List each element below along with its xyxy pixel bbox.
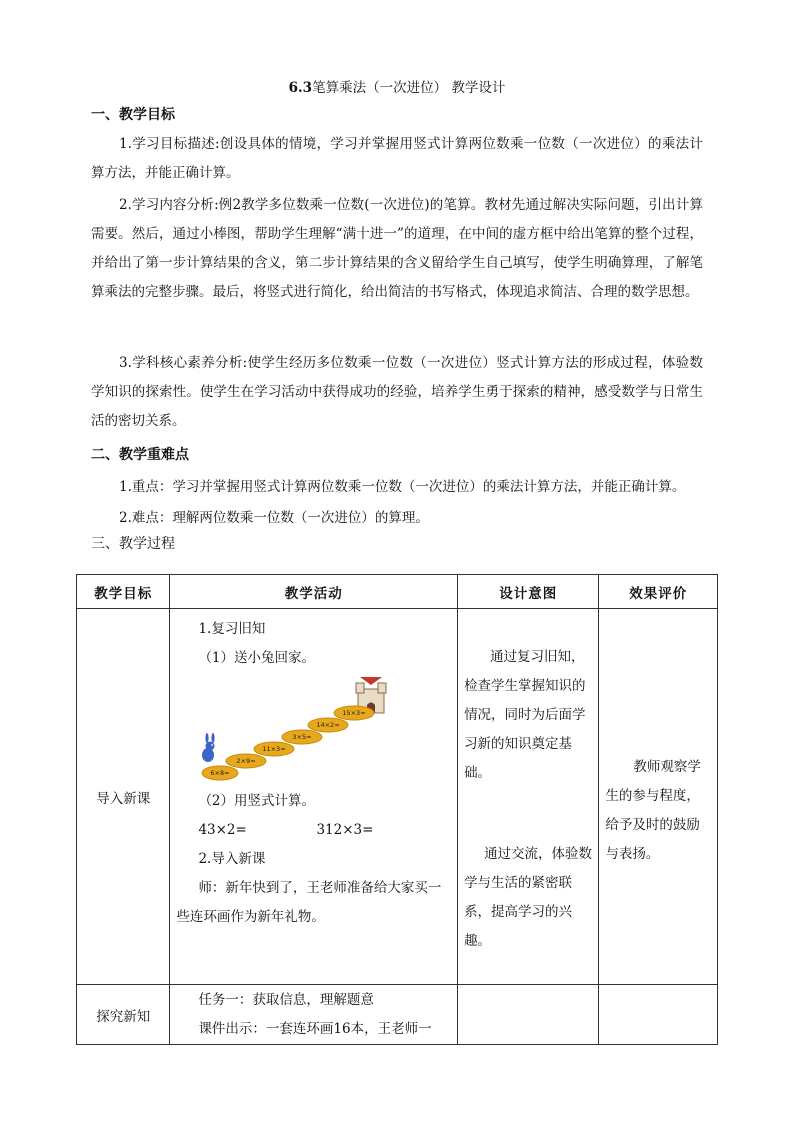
stone-label: 11×3= <box>262 745 287 753</box>
page-title: 6.3笔算乘法（一次进位） 教学设计 <box>288 80 506 96</box>
activity-line: （2）用竖式计算。 <box>198 793 316 809</box>
header-activity: 教学活动 <box>170 575 458 609</box>
design-cell <box>458 985 599 1045</box>
section-heading-key-points: 二、教学重难点 <box>91 447 189 463</box>
table-row <box>77 985 718 1045</box>
evaluation-cell <box>599 985 718 1045</box>
rabbit-icon <box>202 733 215 762</box>
header-goal: 教学目标 <box>77 575 170 609</box>
stone-label: 3×5= <box>292 733 313 741</box>
design-intent-2: 通过交流，体验数学与生活的紧密联系，提高学习的兴趣。 <box>464 846 593 949</box>
activity-line: 2.导入新课 <box>198 851 266 867</box>
goal-cell: 导入新课 <box>77 609 170 985</box>
header-design: 设计意图 <box>458 575 599 609</box>
activity-line: 任务一：获取信息，理解题意 <box>198 992 374 1008</box>
activity-line: 课件出示：一套连环画16本，王老师一 <box>198 1021 432 1037</box>
evaluation-cell <box>599 609 718 985</box>
activity-cell <box>170 609 458 985</box>
objective-paragraph-2: 2.学习内容分析:例2教学多位数乘一位数(一次进位)的笔算。教材先通过解决实际问题，引出计算需要。然后，通过小棒图，帮助学生理解“满十进一”的道理，在中间的虚方框中给出笔算的整个过程，并给出了第一步计算结果的含义，第二步计算结果的含义留给学生自己填写，使学生明确算理，了解笔算乘法的完整步骤。最后，将竖式进行简化，给出简洁的书写格式，体现追求简洁、合理的数学思想。 <box>91 197 703 300</box>
activity-line: 1.复习旧知 <box>198 621 266 637</box>
key-point-2: 2.难点：理解两位数乘一位数（一次进位）的算理。 <box>119 510 429 526</box>
stone-label: 14×2= <box>316 721 341 729</box>
objective-paragraph-3: 3.学科核心素养分析:使学生经历多位数乘一位数（一次进位）竖式计算方法的形成过程，体验数学知识的探索性。使学生在学习活动中获得成功的经验，培养学生勇于探索的精神，感受数学与日常生活的密切关系。 <box>91 355 703 429</box>
activity-line: （1）送小兔回家。 <box>198 650 316 666</box>
design-cell <box>458 609 599 985</box>
design-intent-1: 通过复习旧知，检查学生掌握知识的情况，同时为后面学习新的知识奠定基础。 <box>464 649 586 781</box>
teaching-process-table <box>76 574 718 1045</box>
header-evaluation: 效果评价 <box>599 575 718 609</box>
stone-label: 2×9= <box>236 757 257 765</box>
table-header-row <box>77 575 718 609</box>
activity-cell <box>170 985 458 1045</box>
evaluation-text: 教师观察学生的参与程度，给予及时的鼓励与表扬。 <box>605 759 701 862</box>
objective-paragraph-1: 1.学习目标描述:创设具体的情境，学习并掌握用竖式计算两位数乘一位数（一次进位）的乘法计算方法，并能正确计算。 <box>91 136 703 181</box>
rabbit-stairs-illustration <box>200 677 400 785</box>
key-point-1: 1.重点：学习并掌握用竖式计算两位数乘一位数（一次进位）的乘法计算方法，并能正确计算。 <box>119 479 686 495</box>
calc-problem: 312×3= <box>316 822 374 838</box>
activity-line: 师：新年快到了，王老师准备给大家买一些连环画作为新年礼物。 <box>176 880 442 925</box>
goal-cell: 探究新知 <box>77 985 170 1045</box>
table-row <box>77 609 718 985</box>
stone-label: 15×3= <box>342 709 367 717</box>
calc-problem: 43×2= <box>198 822 247 838</box>
section-heading-process: 三、教学过程 <box>91 536 175 552</box>
stairs-svg <box>200 677 400 785</box>
stone-label: 6×8= <box>210 769 231 777</box>
calc-row <box>176 816 451 845</box>
section-heading-objectives: 一、教学目标 <box>91 107 175 123</box>
